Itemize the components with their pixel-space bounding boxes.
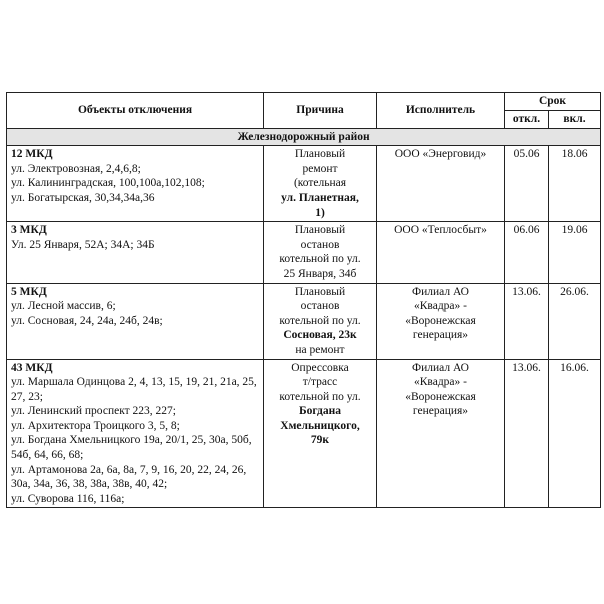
address-line: Ул. 25 Января, 52А; 34А; 34Б xyxy=(11,238,155,251)
object-count: 43 МКД xyxy=(11,361,53,374)
date-on: 16.06. xyxy=(549,359,601,508)
address-line: ул. Богдана Хмельницкого 19а, 20/1, 25, 30а, 50б, 54б, 64, 66, 68; xyxy=(11,434,252,462)
reason-line: котельной по ул. xyxy=(279,314,361,327)
executor-line: Филиал АО xyxy=(412,361,469,374)
date-off: 13.06. xyxy=(505,283,549,359)
header-off: откл. xyxy=(505,111,549,129)
reason-line: Плановый xyxy=(294,285,346,298)
address-line: ул. Ленинский проспект 223, 227; xyxy=(11,405,176,418)
reason-line-bold: Хмельницкого, xyxy=(280,419,360,432)
object-count: 3 МКД xyxy=(11,224,47,237)
reason-cell xyxy=(264,359,377,508)
reason-line: ремонт xyxy=(302,162,338,175)
address-line: ул. Богатырская, 30,34,34а,36 xyxy=(11,191,155,204)
date-off: 06.06 xyxy=(505,222,549,283)
address-line: ул. Сосновая, 24, 24а, 24б, 24в; xyxy=(11,314,163,327)
executor-cell xyxy=(377,146,505,222)
executor-line: «Воронежская xyxy=(405,314,476,327)
objects-cell xyxy=(7,359,264,508)
reason-cell xyxy=(264,222,377,283)
date-off: 13.06. xyxy=(505,359,549,508)
executor-line: Филиал АО xyxy=(412,285,469,298)
executor-line: «Квадра» - xyxy=(414,376,467,389)
object-count: 12 МКД xyxy=(11,148,53,161)
header-period: Срок xyxy=(505,93,601,111)
reason-line-bold: 79к xyxy=(310,434,330,447)
reason-line: Плановый xyxy=(294,148,346,161)
district-name: Железнодорожный район xyxy=(7,128,601,146)
date-on: 26.06. xyxy=(549,283,601,359)
date-on: 18.06 xyxy=(549,146,601,222)
address-line: ул. Электровозная, 2,4,6,8; xyxy=(11,162,141,175)
objects-cell xyxy=(7,283,264,359)
address-line: ул. Маршала Одинцова 2, 4, 13, 15, 19, 21, 21а, 25, 27, 23; xyxy=(11,376,257,403)
executor-cell xyxy=(377,283,505,359)
executor-cell xyxy=(377,359,505,508)
address-line: ул. Калининградская, 100,100а,102,108; xyxy=(11,177,205,190)
header-reason: Причина xyxy=(264,93,377,129)
objects-cell xyxy=(7,222,264,283)
reason-cell xyxy=(264,283,377,359)
object-count: 5 МКД xyxy=(11,285,47,298)
header-objects: Объекты отключения xyxy=(7,93,264,129)
reason-line-bold: Сосновая, 23к xyxy=(283,329,357,342)
table-row xyxy=(7,359,601,508)
executor-line: генерация» xyxy=(412,405,469,418)
executor-line: ООО «Теплосбыт» xyxy=(394,224,487,237)
executor-cell xyxy=(377,222,505,283)
district-row xyxy=(7,128,601,146)
reason-line: останов xyxy=(300,300,340,313)
reason-line: т/трасс xyxy=(302,376,338,389)
table-row xyxy=(7,222,601,283)
executor-line: ООО «Энерговид» xyxy=(394,148,487,161)
objects-cell xyxy=(7,146,264,222)
address-line: ул. Архитектора Троицкого 3, 5, 8; xyxy=(11,419,180,432)
outage-table xyxy=(6,92,601,508)
header-executor: Исполнитель xyxy=(377,93,505,129)
date-on: 19.06 xyxy=(549,222,601,283)
reason-line: Опрессовка xyxy=(291,361,349,374)
reason-line: (котельная xyxy=(293,177,347,190)
executor-line: «Квадра» - xyxy=(414,300,467,313)
reason-line: 25 Января, 34б xyxy=(283,267,357,280)
reason-cell xyxy=(264,146,377,222)
reason-line: котельной по ул. xyxy=(279,390,361,403)
header-on: вкл. xyxy=(549,111,601,129)
table-row xyxy=(7,146,601,222)
reason-line: котельной по ул. xyxy=(279,253,361,266)
address-line: ул. Суворова 116, 116а; xyxy=(11,492,125,505)
reason-line-bold: ул. Планетная, xyxy=(281,191,359,204)
reason-line-bold: Богдана xyxy=(299,405,341,418)
reason-line: останов xyxy=(300,238,340,251)
executor-line: генерация» xyxy=(412,329,469,342)
table-row xyxy=(7,283,601,359)
executor-line: «Воронежская xyxy=(405,390,476,403)
address-line: ул. Артамонова 2а, 6а, 8а, 7, 9, 16, 20, 22, 24, 26, 30а, 34а, 36, 38, 38а, 38в, 40, 42; xyxy=(11,463,247,491)
reason-line-bold: 1) xyxy=(315,206,325,219)
address-line: ул. Лесной массив, 6; xyxy=(11,300,116,313)
date-off: 05.06 xyxy=(505,146,549,222)
reason-line: на ремонт xyxy=(295,343,345,356)
reason-line: Плановый xyxy=(294,224,346,237)
